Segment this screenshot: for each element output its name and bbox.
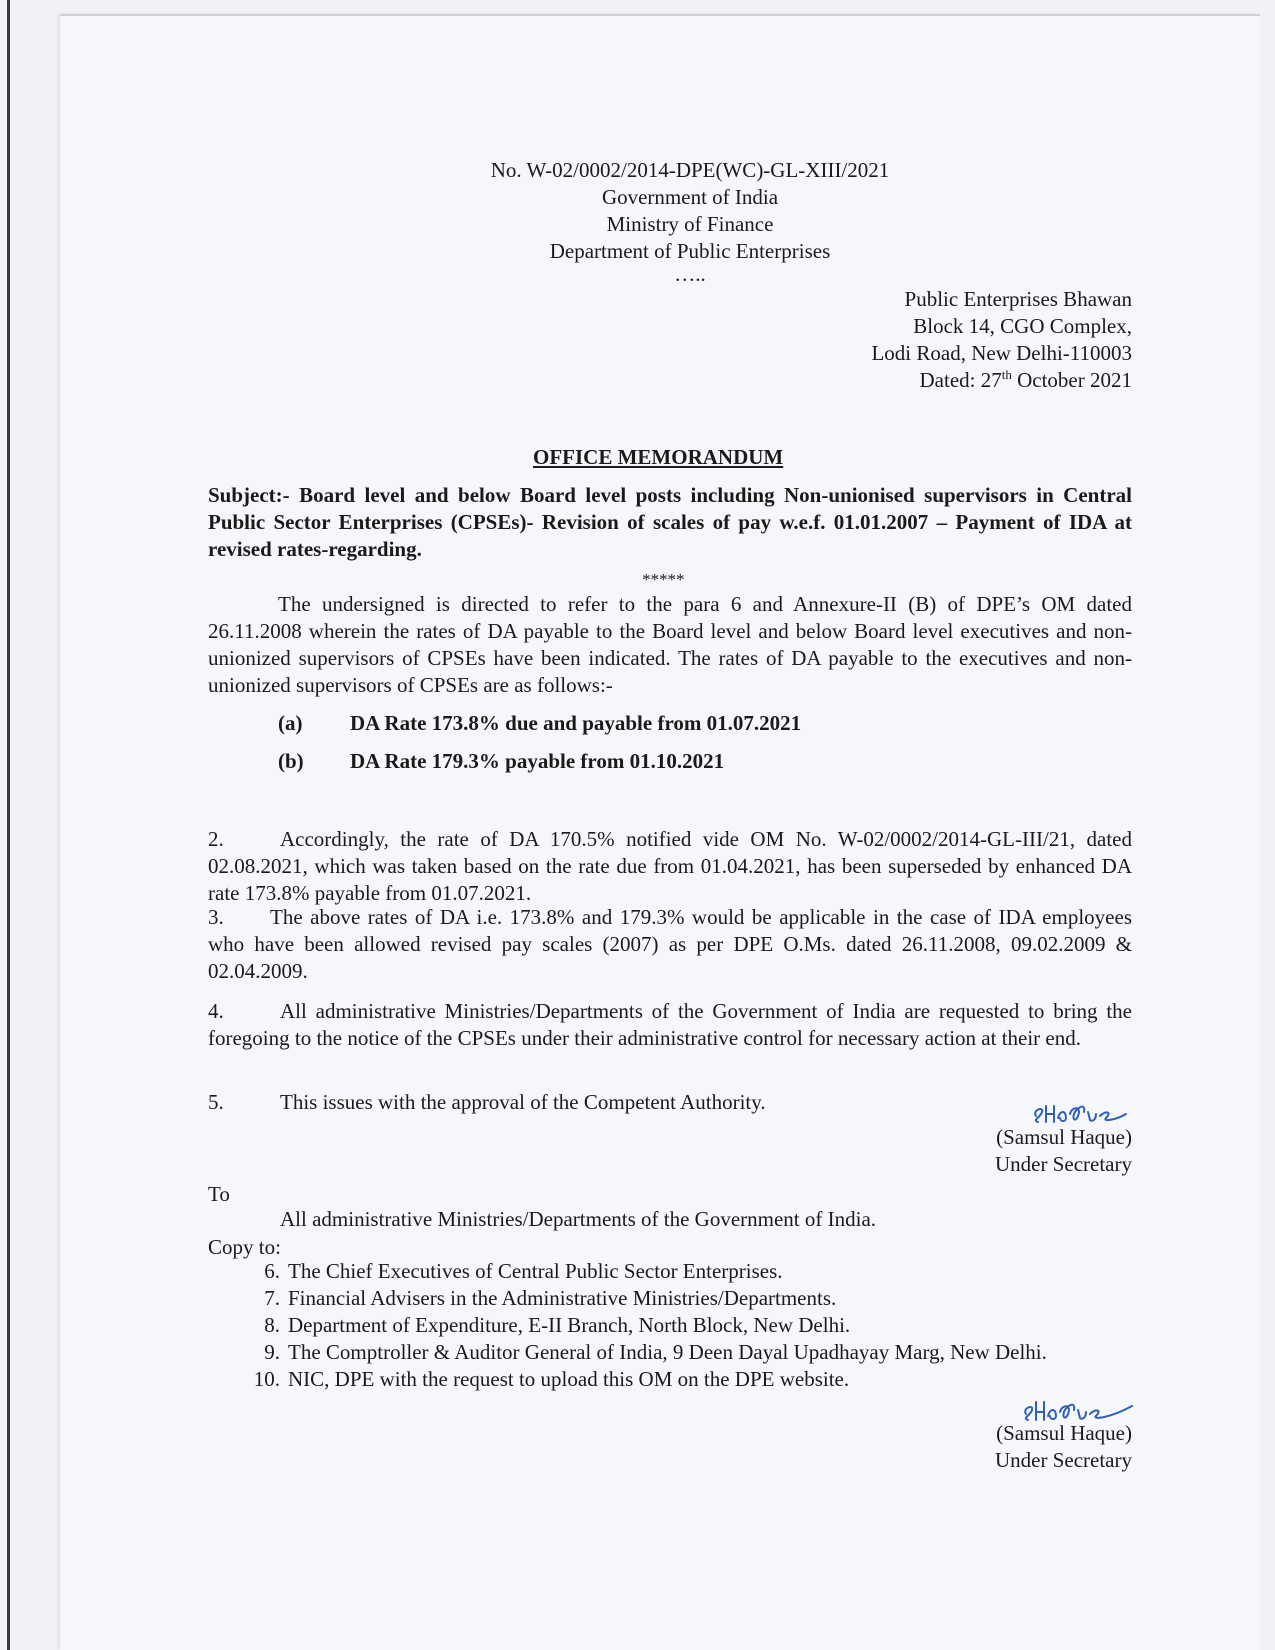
copy-to-item-text: Department of Expenditure, E-II Branch, North Block, New Delhi.: [288, 1313, 851, 1337]
copy-to-item: [244, 1258, 1144, 1285]
copy-to-label: Copy to:: [208, 1235, 281, 1259]
subject: Subject:- Board level and below Board level posts including Non-unionised supervisors in Central Public Sector Enterprises (CPSEs)- Revision of scales of pay w.e.f. 01.01.2007 – Payment of IDA at revised rates-regarding.: [208, 483, 1132, 561]
document-header: [220, 157, 1160, 286]
signatory-block-1: [995, 1124, 1132, 1178]
memo-title: OFFICE MEMORANDUM: [533, 445, 784, 469]
paragraph-2: [208, 826, 1132, 907]
signatory-designation-1: Under Secretary: [994, 1152, 1132, 1176]
signature-2-drawing: [1020, 1390, 1140, 1424]
copy-to-item-number: 10.: [253, 1367, 280, 1391]
dated-line: [871, 367, 1132, 394]
reference-number: No. W-02/0002/2014-DPE(WC)-GL-XIII/2021: [490, 158, 890, 182]
copy-to-item-text: The Chief Executives of Central Public Sector Enterprises.: [288, 1259, 783, 1283]
paragraph-4-number: 4.: [208, 999, 224, 1023]
copy-to-item-number: 6.: [264, 1259, 280, 1283]
signature-1: [1030, 1092, 1140, 1126]
rate-a-label: (a): [278, 711, 303, 735]
address-line-3: Lodi Road, New Delhi-110003: [871, 341, 1132, 365]
paragraph-5: [208, 1089, 908, 1116]
scan-edge: [7, 0, 10, 1650]
copy-to-item: [244, 1339, 1144, 1366]
dated-suffix: October 2021: [1011, 368, 1132, 392]
address-line-1: Public Enterprises Bhawan: [904, 287, 1132, 311]
scan-top-edge: [60, 14, 1260, 16]
copy-to-item-number: 8.: [264, 1313, 280, 1337]
dated-superscript: th: [1001, 367, 1012, 382]
copy-to-item-number: 7.: [264, 1286, 280, 1310]
paragraph-3-number: 3.: [208, 905, 224, 929]
header-dots: …..: [674, 262, 706, 286]
stars-separator: *****: [642, 570, 685, 589]
copy-to-item: [244, 1312, 1144, 1339]
header-ministry: Ministry of Finance: [606, 212, 774, 236]
paragraph-4-text: All administrative Ministries/Departments of the Government of India are requested to bring the foregoing to the notice of the CPSEs under their administrative control for necessary action at their end.: [208, 999, 1132, 1050]
rate-b-label: (b): [278, 749, 304, 773]
dated-prefix: Dated: 27: [919, 368, 1002, 392]
paragraph-2-number: 2.: [208, 827, 224, 851]
signatory-name-2: (Samsul Haque): [996, 1421, 1132, 1445]
paragraph-4: [208, 998, 1132, 1052]
signatory-designation-2: Under Secretary: [994, 1448, 1132, 1472]
paragraph-5-text: This issues with the approval of the Competent Authority.: [280, 1090, 766, 1114]
paragraph-3-text: The above rates of DA i.e. 173.8% and 179.3% would be applicable in the case of IDA employees who have been allowed revised pay scales (2007) as per DPE O.Ms. dated 26.11.2008, 09.02.2009 & 02.04.2009.: [208, 905, 1132, 983]
signatory-name-1: (Samsul Haque): [996, 1125, 1132, 1149]
copy-to-item: [244, 1285, 1144, 1312]
paragraph-2-text: Accordingly, the rate of DA 170.5% notified vide OM No. W-02/0002/2014-GL-III/21, dated 02.08.2021, which was taken based on the rate due from 01.04.2021, has been superseded by enhanced DA rate 173.8% payable from 01.07.2021.: [208, 827, 1132, 905]
signature-2: [1020, 1390, 1140, 1424]
copy-to-item-text: Financial Advisers in the Administrative Ministries/Departments.: [288, 1286, 837, 1310]
rate-b-text: DA Rate 179.3% payable from 01.10.2021: [350, 749, 725, 773]
to-text: All administrative Ministries/Departments of the Government of India.: [280, 1207, 877, 1231]
header-department: Department of Public Enterprises: [549, 239, 831, 263]
to-label: To: [208, 1182, 230, 1206]
paragraph-3: [208, 904, 1132, 985]
rate-a-text: DA Rate 173.8% due and payable from 01.07.2021: [350, 711, 802, 735]
copy-to-item-text: NIC, DPE with the request to upload this OM on the DPE website.: [288, 1367, 850, 1391]
signature-1-drawing: [1030, 1092, 1140, 1126]
paragraph-5-number: 5.: [208, 1090, 224, 1114]
copy-to-item-text: The Comptroller & Auditor General of India, 9 Deen Dayal Upadhayay Marg, New Delhi.: [288, 1340, 1047, 1364]
address-block: [871, 286, 1132, 394]
header-government: Government of India: [601, 185, 779, 209]
signatory-block-2: [995, 1420, 1132, 1474]
address-line-2: Block 14, CGO Complex,: [913, 314, 1132, 338]
copy-to-item-number: 9.: [264, 1340, 280, 1364]
copy-to-list: [244, 1258, 1144, 1393]
copy-to-item: [244, 1366, 1144, 1393]
intro-paragraph: The undersigned is directed to refer to the para 6 and Annexure-II (B) of DPE’s OM dated 26.11.2008 wherein the rates of DA payable to the Board level and below Board level executives and non-unionized supervisors of CPSEs have been indicated. The rates of DA payable to the executives and non-unionized supervisors of CPSEs are as follows:-: [208, 592, 1132, 697]
